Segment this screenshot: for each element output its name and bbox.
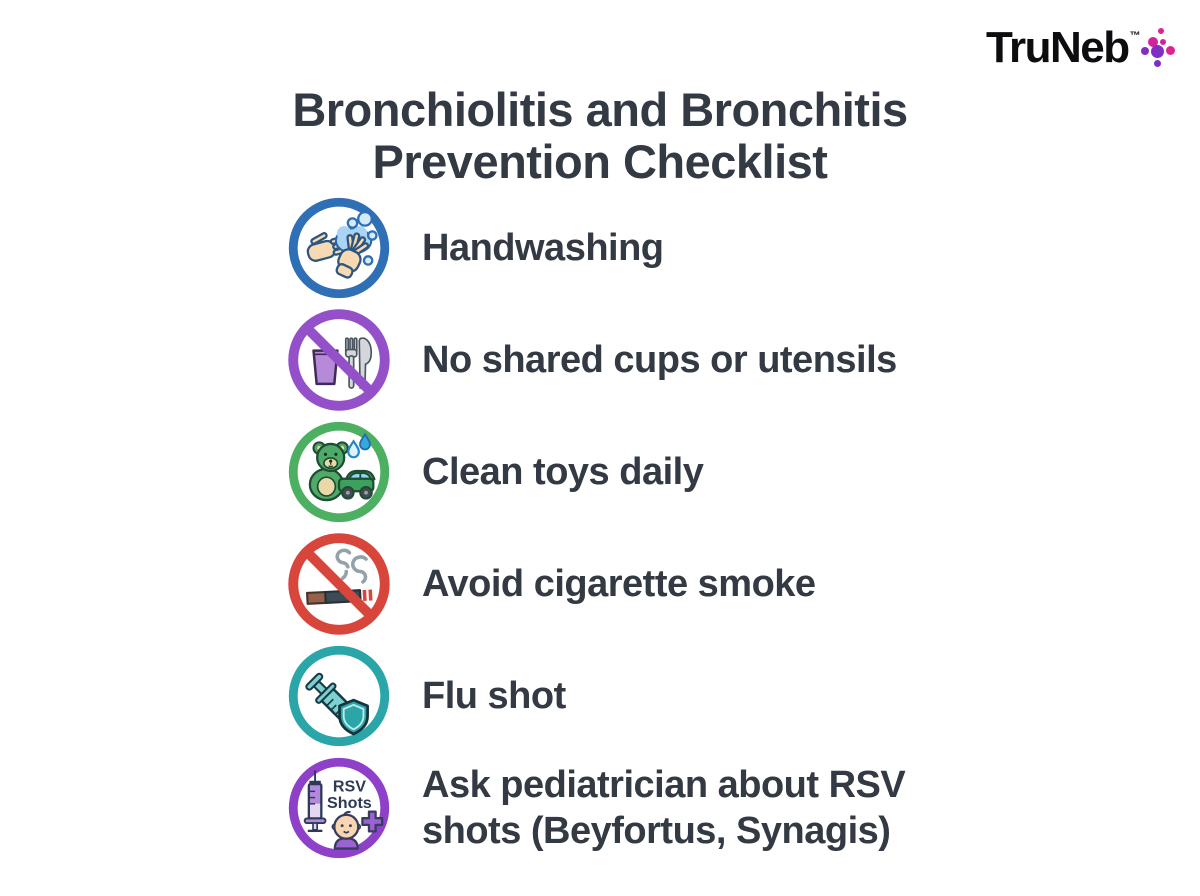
no-shared-cups-icon [287, 308, 391, 412]
checklist-item-flu-shot [287, 644, 937, 748]
checklist-item-label: No shared cups or utensils [422, 339, 897, 381]
rsv-icon-text-line2: Shots [327, 794, 372, 812]
checklist-item-no-shared-cups [287, 308, 937, 412]
logo-sparkle-dots-icon [1143, 26, 1183, 70]
checklist-item-rsv-shots [287, 756, 937, 860]
flu-shot-icon [287, 644, 391, 748]
handwashing-icon [287, 196, 391, 300]
checklist-item-label: Clean toys daily [422, 451, 704, 493]
checklist-item-no-smoking [287, 532, 937, 636]
logo-wordmark: TruNeb [986, 23, 1129, 72]
clean-toys-icon [287, 420, 391, 524]
logo [986, 23, 1183, 72]
checklist-item-label: Flu shot [422, 675, 566, 717]
checklist-item-label: Avoid cigarette smoke [422, 563, 816, 605]
checklist-item-label: Ask pediatrician about RSV shots (Beyfortus, Synagis) [422, 764, 906, 852]
checklist-item-handwashing [287, 196, 937, 300]
page-title [0, 84, 1200, 188]
rsv-shots-icon [287, 756, 391, 860]
prevention-checklist [287, 196, 937, 860]
page-title-line1: Bronchiolitis and Bronchitis [292, 83, 908, 136]
checklist-item-label: Handwashing [422, 227, 664, 269]
checklist-item-clean-toys [287, 420, 937, 524]
page-title-line2: Prevention Checklist [372, 135, 828, 188]
rsv-icon-text-line1: RSV [332, 777, 366, 796]
no-smoking-icon [287, 532, 391, 636]
trademark-symbol: ™ [1129, 30, 1141, 42]
